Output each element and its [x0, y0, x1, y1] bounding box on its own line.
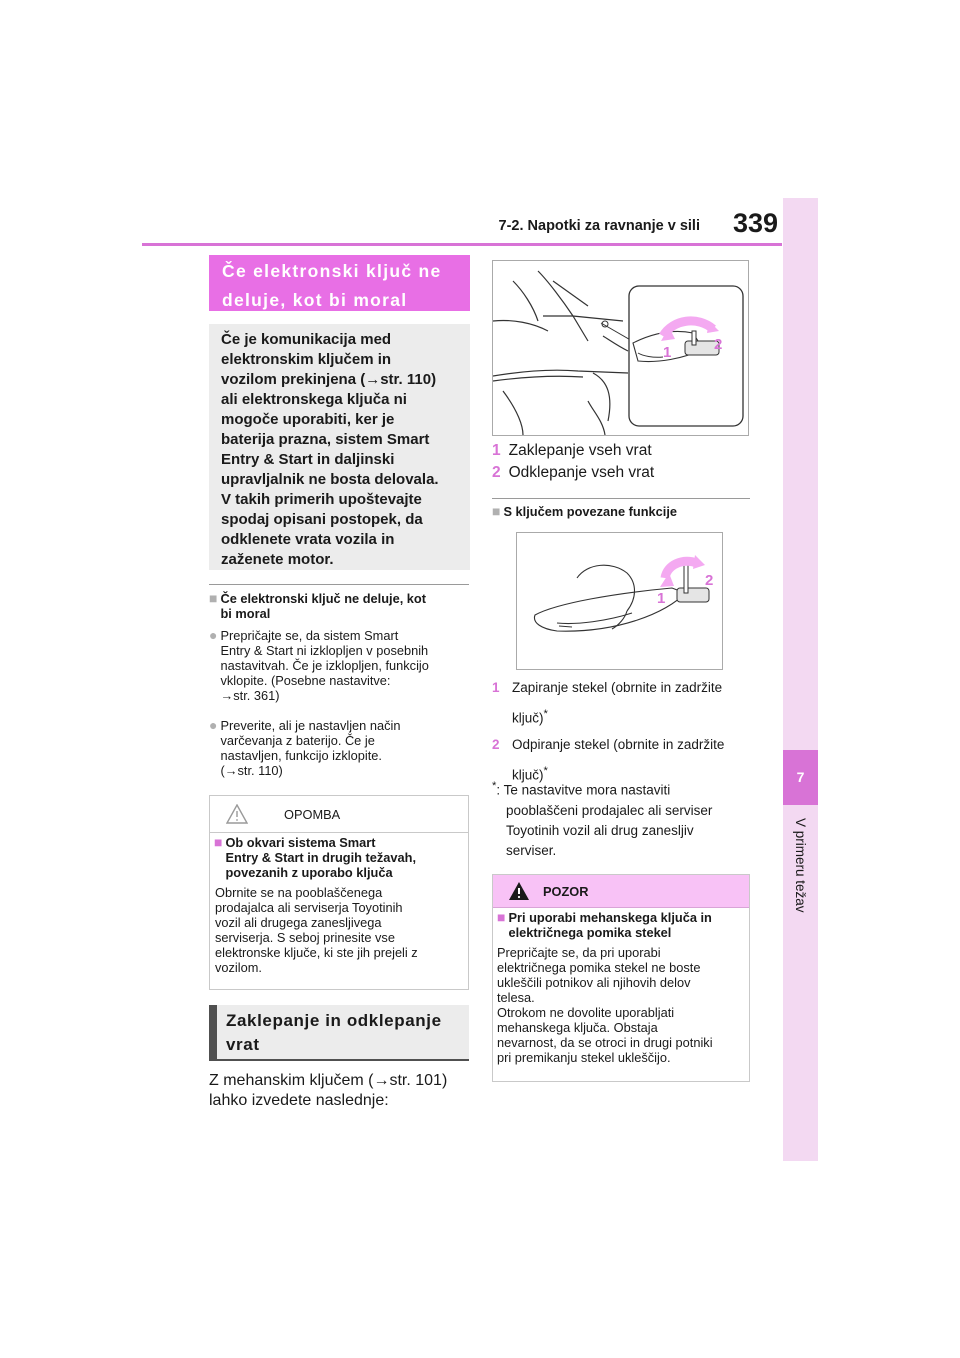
footnote-line: : Te nastavitve mora nastaviti [496, 782, 671, 798]
footnote-line: serviser. [506, 842, 557, 858]
summary-box [209, 324, 470, 570]
step-text: Zapiranje stekel (obrnite in zadržite [512, 680, 723, 695]
step-number: 1 [492, 442, 501, 459]
footnote-marker: * [492, 780, 497, 792]
subheading-line: bi moral [220, 606, 271, 621]
page-reference-link[interactable]: (→str. 110) [220, 763, 283, 778]
summary-line: Entry & Start in daljinski [221, 451, 395, 468]
callout-2: 2 [714, 336, 723, 353]
heading-rule [209, 1059, 469, 1061]
square-bullet-icon: ■ [214, 834, 223, 850]
step-text: Zaklepanje vseh vrat [508, 442, 652, 459]
bullet-line: Preverite, ali je nastavljen način [220, 718, 401, 733]
round-bullet-icon: ● [209, 627, 218, 643]
caution-label: POZOR [543, 884, 589, 899]
section-heading-grey [209, 1005, 469, 1059]
heading-line: vrat [226, 1035, 260, 1054]
intro-paragraph [209, 1071, 469, 1111]
side-tab-chapter[interactable]: 7 [783, 750, 818, 805]
step-list-windows [492, 675, 752, 788]
step-number: 1 [492, 680, 500, 695]
square-bullet-icon: ■ [492, 503, 501, 519]
heading-line: Zaklepanje in odklepanje [226, 1011, 442, 1030]
step-text: ključ) [512, 767, 544, 782]
note-header [210, 796, 468, 833]
caution-body [497, 945, 749, 1065]
square-bullet-icon: ■ [209, 590, 218, 606]
subheading-key-functions [492, 504, 752, 519]
caution-header [493, 875, 749, 908]
footnote-line: Toyotinih vozil ali drug zanesljiv [506, 822, 694, 838]
step-text: Odpiranje stekel (obrnite in zadržite [512, 736, 725, 752]
summary-line: V takih primerih upoštevajte [221, 491, 422, 508]
note-line: vozil ali drugega zanesljivega [215, 915, 382, 930]
note-heading-line: Entry & Start in drugih težavah, [225, 850, 417, 865]
note-body [215, 885, 467, 975]
bullet-line: nastavljen, funkcijo izklopite. [220, 748, 382, 763]
bullet-item [209, 718, 471, 778]
subheading-key-not-working [209, 591, 471, 621]
summary-line: Če je komunikacija med [221, 331, 392, 348]
caution-box [492, 874, 750, 1082]
summary-line: upravljalnik ne bosta delovala. [221, 471, 439, 488]
callout-1: 1 [657, 590, 666, 607]
subheading-text: S ključem povezane funkcije [503, 504, 678, 519]
square-bullet-icon: ■ [497, 909, 506, 925]
bullet-item [209, 628, 471, 703]
heading-line: deluje, kot bi moral [222, 290, 408, 310]
summary-line: odklenete vrata vozila in [221, 531, 395, 548]
caution-line: telesa. [497, 990, 535, 1005]
note-line: elektronske ključe, ki ste jih prejeli z [215, 945, 418, 960]
bullet-line: Prepričajte se, da sistem Smart [220, 628, 399, 643]
divider [492, 498, 750, 499]
side-tab-band [783, 198, 818, 1161]
note-line: prodajalca ali serviserja Toyotinih [215, 900, 403, 915]
caution-line: pri premikanju stekel ukleščijo. [497, 1050, 671, 1065]
caution-line: mehanskega ključa. Obstaja [497, 1020, 658, 1035]
step-text: Odklepanje vseh vrat [508, 464, 655, 481]
caution-line: ukleščili potnikov ali njihovih delov [497, 975, 691, 990]
footnote-line: pooblaščeni prodajalec ali serviser [506, 802, 713, 818]
caution-line: nevarnost, da se otroci in drugi potniki [497, 1035, 713, 1050]
summary-line: zaženete motor. [221, 551, 334, 568]
warning-outline-icon [226, 804, 248, 824]
footnote-marker: * [543, 764, 548, 777]
footnote [492, 776, 752, 861]
note-heading [214, 835, 466, 880]
caution-line: Prepričajte se, da pri uporabi [497, 945, 661, 960]
step-list-lock [492, 440, 752, 484]
step-item [492, 462, 752, 484]
bullet-line: varčevanja z baterijo. Če je [220, 733, 375, 748]
note-box [209, 795, 469, 990]
divider [209, 584, 469, 585]
step-number: 2 [492, 736, 500, 752]
door-handle-illustration [516, 532, 723, 670]
round-bullet-icon: ● [209, 717, 218, 733]
step-text: ključ) [512, 710, 544, 726]
header-rule [142, 243, 782, 246]
warning-icon [508, 881, 530, 901]
caution-heading-line: električnega pomika stekel [508, 925, 672, 940]
page-number: 339 [732, 208, 778, 238]
subheading-line: Če elektronski ključ ne deluje, kot [220, 591, 427, 606]
note-line: vozilom. [215, 960, 262, 975]
section-title: 7-2. Napotki za ravnanje v sili [498, 218, 700, 234]
intro-line: lahko izvedete naslednje: [209, 1092, 389, 1109]
step-item [492, 440, 752, 462]
caution-line: Otrokom ne dovolite uporabljati [497, 1005, 675, 1020]
page-reference-link[interactable]: →str. 361) [220, 688, 280, 703]
caution-heading [497, 910, 747, 940]
section-heading-pink [209, 255, 470, 311]
callout-2: 2 [705, 572, 714, 589]
summary-line: elektronskim ključem in [221, 351, 392, 368]
bullet-line: Entry & Start ni izklopljen v posebnih [220, 643, 429, 658]
footnote-marker: * [543, 708, 548, 720]
summary-line: vozilom prekinjena (→str. 110) [221, 371, 437, 388]
note-label: OPOMBA [284, 807, 341, 822]
note-line: Obrnite se na pooblaščenega [215, 885, 383, 900]
callout-1: 1 [663, 344, 672, 361]
car-door-key-cylinder-icon [493, 261, 748, 435]
summary-line: mogoče uporabiti, ker je [221, 411, 395, 428]
summary-line: spodaj opisani postopek, da [221, 511, 423, 528]
caution-heading-line: Pri uporabi mehanskega ključa in [508, 910, 712, 925]
summary-line: baterija prazna, sistem Smart [221, 431, 430, 448]
side-tab-label: V primeru težav [793, 818, 808, 913]
summary-line: ali elektronskega ključa ni [221, 391, 407, 408]
step-number: 2 [492, 464, 501, 481]
bullet-line: nastavitvah. Če je izklopljen, funkcijo [220, 658, 429, 673]
caution-line: električnega pomika stekel ne boste [497, 960, 701, 975]
note-line: serviserja. S seboj prinesite vse [215, 930, 395, 945]
door-lock-illustration [492, 260, 749, 436]
bullet-line: vklopite. (Posebne nastavitve: [220, 673, 391, 688]
heading-line: Če elektronski ključ ne [222, 261, 442, 281]
note-heading-line: Ob okvari sistema Smart [225, 835, 376, 850]
step-item [492, 675, 752, 732]
note-heading-line: povezanih z uporabo ključa [225, 865, 393, 880]
intro-line: Z mehanskim ključem (→str. 101) [209, 1072, 448, 1089]
door-handle-key-icon [517, 533, 722, 669]
